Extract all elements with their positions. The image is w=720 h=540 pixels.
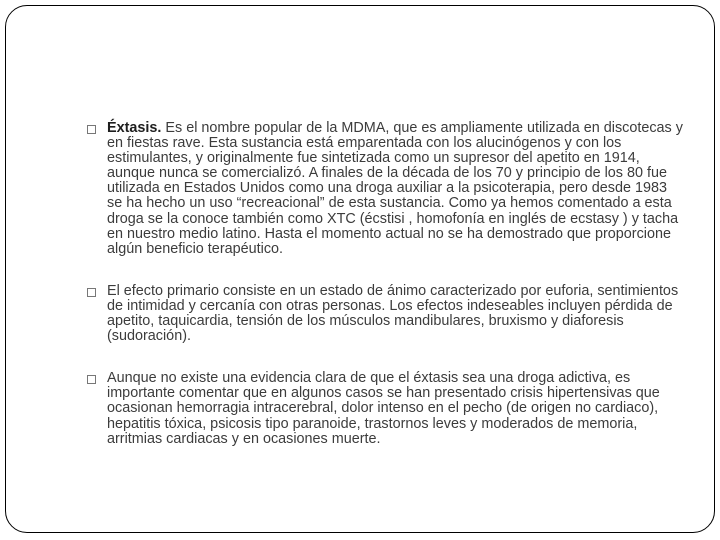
- bullet-text: Aunque no existe una evidencia clara de que el éxtasis sea una droga adictiva, es importante comentar que en algunos casos se han presentado crisis hipertensivas que ocasionan hemorragia intracerebral, dolor intenso en el pecho (de origen no cardiaco), hepatitis tóxica, psicosis tipo paranoide, trastornos leves y moderados de memoria, arritmias cardiacas y en ocasiones muerte.: [107, 370, 660, 447]
- bullet-text: El efecto primario consiste en un estado de ánimo caracterizado por euforia, sentimientos de intimidad y cercanía con otras personas. Los efectos indeseables incluyen pérdida de apetito, taquicardia, tensión de los músculos mandibulares, bruxismo y diaforesis (sudoración).: [107, 282, 679, 345]
- bullet-text: Es el nombre popular de la MDMA, que es ampliamente utilizada en discotecas y en fiestas rave. Esta sustancia está emparentada con los alucinógenos y con los estimulantes, y originalmente fue sintetizada como un supresor del apetito en 1914, aunque nunca se comercializó. A finales de la década de los 70 y principio de los 80 fue utilizada en Estados Unidos como una droga auxiliar a la psicoterapia, pero desde 1983 se ha hecho un uso “recreacional” de esta sustancia. Como ya hemos comentado a esta droga se la conoce también como XTC (écstisi , homofonía en inglés de ecstasy ) y tacha en nuestro medio latino. Hasta el momento actual no se ha demostrado que proporcione algún beneficio terapéutico.: [107, 120, 683, 257]
- bullet-term: Éxtasis.: [107, 120, 162, 136]
- square-bullet-icon: [87, 375, 96, 384]
- bullet-list: [84, 121, 684, 474]
- square-bullet-icon: [87, 125, 96, 134]
- bullet-item-risks: [84, 371, 684, 446]
- bullet-item-extasis: [84, 121, 684, 257]
- square-bullet-icon: [87, 288, 96, 297]
- bullet-item-effects: [84, 284, 684, 344]
- slide-frame: [5, 5, 715, 533]
